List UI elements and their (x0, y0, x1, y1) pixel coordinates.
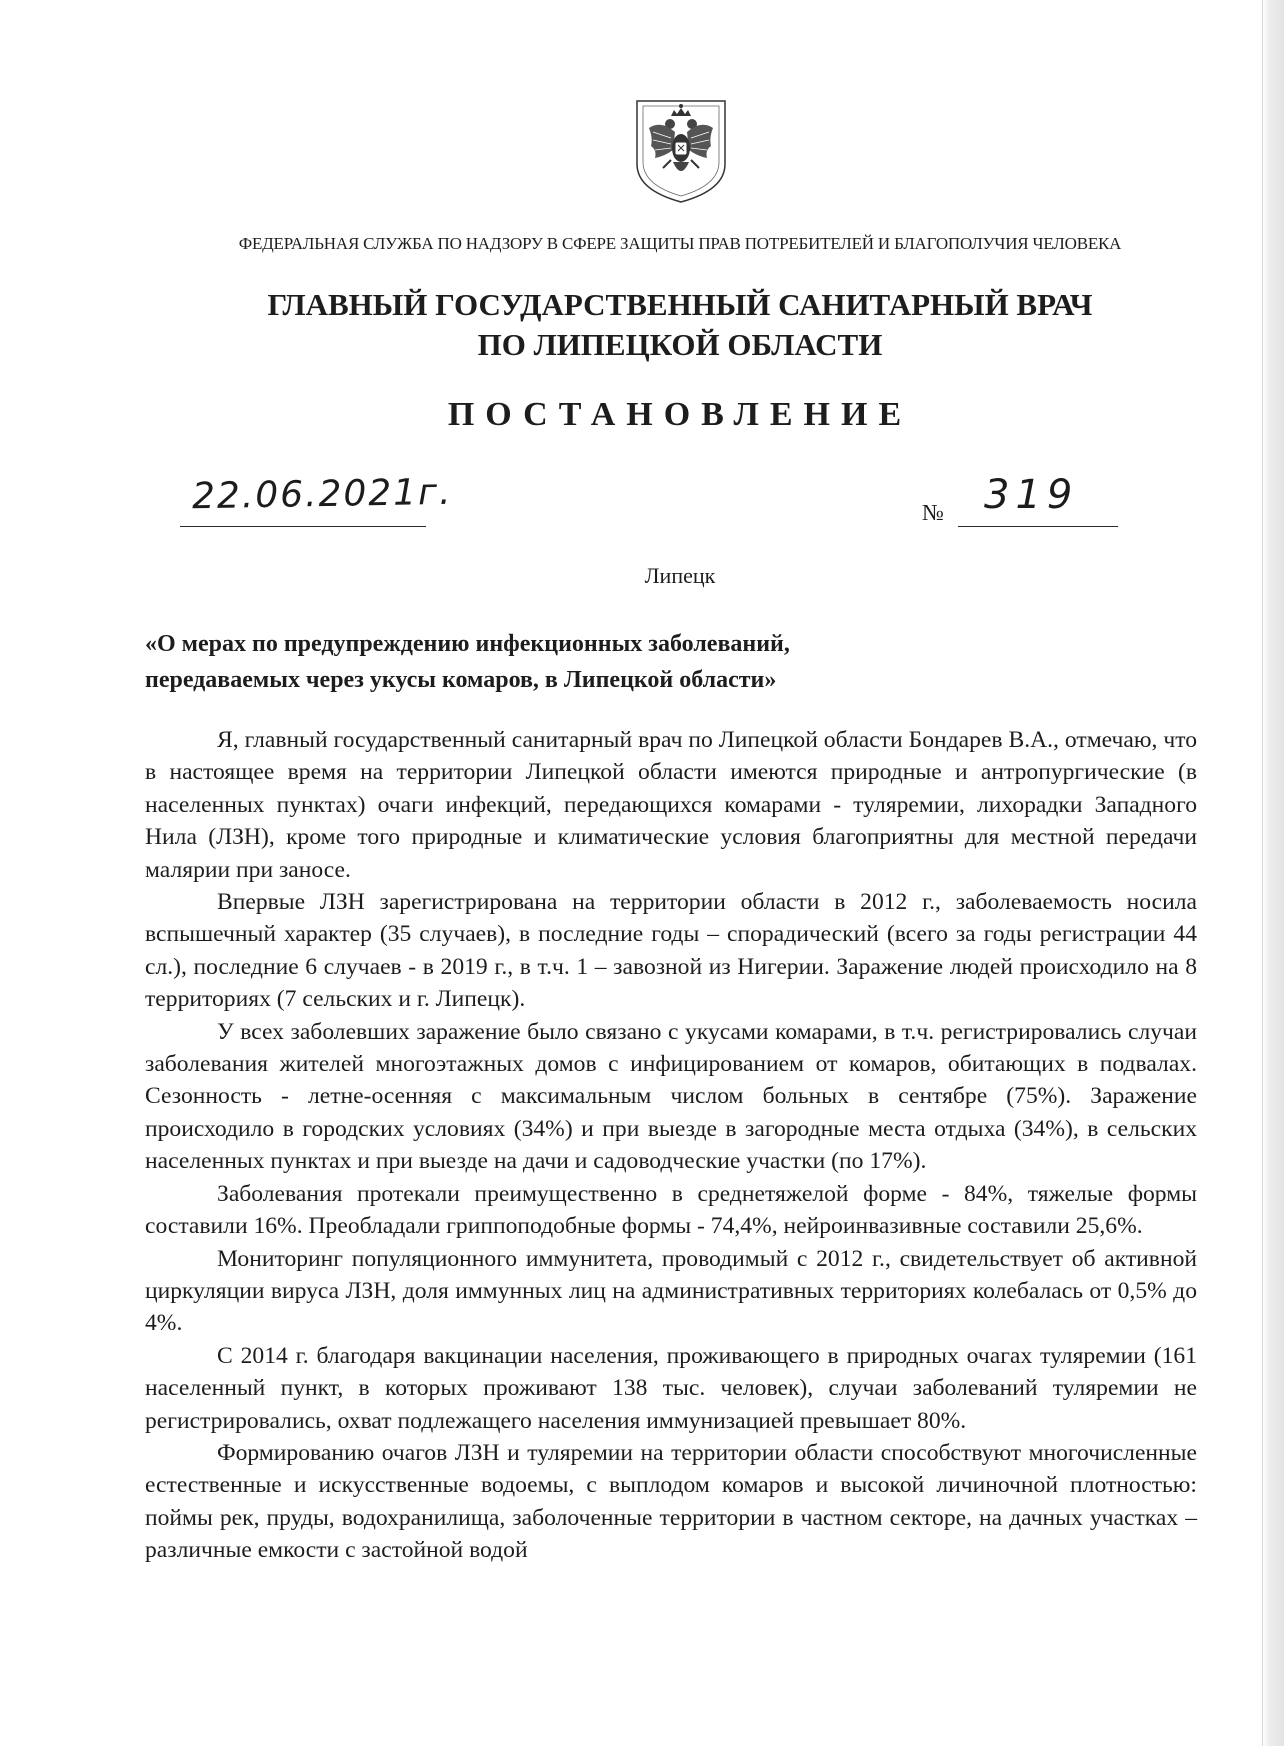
number-label: № (922, 500, 944, 525)
body-paragraph: Заболевания протекали преимущественно в среднетяжелой форме - 84%, тяжелые формы составили 16%. Преобладали гриппоподобные формы - 74,4%, нейроинвазивные составили 25,6%. (145, 1180, 1197, 1240)
body-paragraph: Формированию очагов ЛЗН и туляремии на территории области способствуют многочисленные естественные и искусственные водоемы, с выплодом комаров и высокой личиночной плотностью: поймы рек, пруды, водохранилища, заболоченные территории в частном секторе, на дачных участках – различные емкости с застойной водой (145, 1439, 1197, 1564)
body-paragraph: Мониторинг популяционного иммунитета, проводимый с 2012 г., свидетельствует об активной циркуляции вируса ЛЗН, доля иммунных лиц на административных территориях колебалась от 0,5% до 4%. (145, 1245, 1197, 1337)
document-issuer-title (140, 285, 1220, 365)
body-paragraph: Я, главный государственный санитарный врач по Липецкой области Бондарев В.А., отмечаю, что в настоящее время на территории Липецкой области имеются природные и антропургические (в населенных пунктах) очаги инфекций, передающихся комарами - туляремии, лихорадки Западного Нила (ЛЗН), кроме того природные и климатические условия благоприятны для местной передачи малярии при заносе. (145, 727, 1197, 883)
body-paragraph: Впервые ЛЗН зарегистрирована на территории области в 2012 г., заболеваемость носила вспышечный характер (35 случаев), в последние годы – спорадический (всего за годы регистрации 44 сл.), последние 6 случаев - в 2019 г., в т.ч. 1 – завозной из Нигерии. Заражение людей происходило на 8 территориях (7 сельских и г. Липецк). (145, 889, 1197, 1013)
coat-of-arms-emblem (633, 98, 729, 204)
subject-line-2: передаваемых через укусы комаров, в Липецкой области» (145, 667, 777, 693)
page-edge-shadow (1262, 0, 1284, 1746)
document-subject (145, 626, 1205, 698)
title-line-2: ПО ЛИПЕЦКОЙ ОБЛАСТИ (477, 327, 883, 362)
document-body (145, 724, 1197, 1567)
body-paragraph: У всех заболевших заражение было связано с укусами комарами, в т.ч. регистрировались случаи заболевания жителей многоэтажных домов с инфицированием от комаров, обитающих в подвалах. Сезонность - летне-осенняя с максимальным числом больных в сентябре (75%). Заражение происходило в городских условиях (34%) и при выезде в загородные места отдыха (34%), в сельских населенных пунктах и при выезде на дачи и садоводческие участки (по 17%). (145, 1018, 1197, 1175)
handwritten-date: 22.06.2021г. (191, 471, 453, 518)
body-paragraph: С 2014 г. благодаря вакцинации населения, проживающего в природных очагах туляремии (161 населенный пункт, в которых проживают 138 тыс. человек), случаи заболеваний туляремии не регистрировались, охват подлежащего населения иммунизацией превышает 80%. (145, 1342, 1197, 1434)
number-underline (958, 526, 1118, 527)
city-name: Липецк (644, 563, 716, 588)
title-line-1: ГЛАВНЫЙ ГОСУДАРСТВЕННЫЙ САНИТАРНЫЙ ВРАЧ (267, 287, 1093, 322)
agency-name: ФЕДЕРАЛЬНАЯ СЛУЖБА ПО НАДЗОРУ В СФЕРЕ ЗАЩИТЫ ПРАВ ПОТРЕБИТЕЛЕЙ И БЛАГОПОЛУЧИЯ ЧЕЛОВЕКА (238, 234, 1122, 253)
date-underline (180, 526, 426, 527)
document-type-heading: ПОСТАНОВЛЕНИЕ (447, 396, 913, 433)
subject-line-1: «О мерах по предупреждению инфекционных заболеваний, (145, 631, 790, 657)
handwritten-document-number: 319 (984, 472, 1079, 518)
